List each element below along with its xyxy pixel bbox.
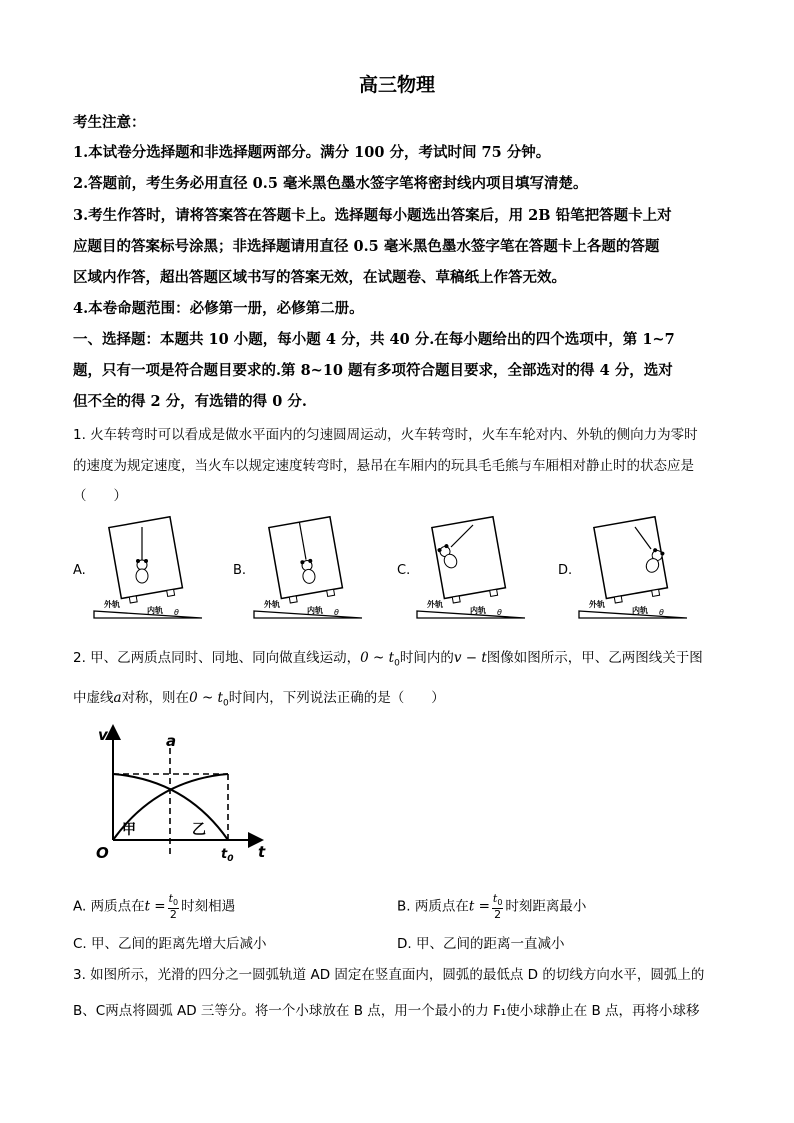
q1-line2: 的速度为规定速度，当火车以规定速度转弯时，悬吊在车厢内的玩具毛毛熊与车厢相对静止时的状态应是 bbox=[73, 458, 694, 474]
q2-option-c: C. 甲、乙间的距离先增大后减小 bbox=[73, 936, 267, 952]
notice-item-3-cont: 应题目的答案标号涂黑；非选择题请用直径 0.5 毫米黑色墨水签字笔在答题卡上各题的答题 bbox=[73, 238, 660, 255]
jia-label: 甲 bbox=[122, 822, 136, 838]
outer-rail-label: 外轨 bbox=[264, 600, 280, 609]
inner-rail-label: 内轨 bbox=[632, 606, 648, 615]
outer-rail-label: 外轨 bbox=[589, 600, 605, 609]
q3-line1: 3. 如图所示，光滑的四分之一圆弧轨道 AD 固定在竖直面内，圆弧的最低点 D 的切线方向水平，圆弧上的 bbox=[73, 967, 705, 983]
notice-item-2: 2.答题前，考生务必用直径 0.5 毫米黑色墨水签字笔将密封线内项目填写清楚。 bbox=[73, 175, 588, 192]
q2-line1: 2. 甲、乙两质点同时、同地、同向做直线运动，0 ~ $t_0$时间内的v − t图像如图所示，甲、乙两图线关于图 bbox=[73, 650, 703, 669]
inner-rail-label: 内轨 bbox=[307, 606, 323, 615]
q1-option-d-label: D. bbox=[558, 563, 573, 578]
notice-heading: 考生注意： bbox=[73, 114, 146, 131]
string bbox=[451, 525, 473, 547]
q2-vt-graph bbox=[86, 722, 276, 867]
teddy-bear-icon bbox=[300, 559, 316, 585]
line-a-label: a bbox=[166, 732, 177, 750]
outer-rail-label: 外轨 bbox=[427, 600, 443, 609]
q1-figure-a bbox=[92, 515, 207, 620]
notice-item-1: 1.本试卷分选择题和非选择题两部分。满分 100 分，考试时间 75 分钟。 bbox=[73, 144, 551, 161]
q1-line3: （ ） bbox=[73, 488, 127, 504]
angle-label: θ bbox=[497, 608, 502, 617]
q2-option-a: A. 两质点在t = $\frac{t_0}{2}$ 时刻相遇 bbox=[73, 892, 236, 922]
inner-rail-label: 内轨 bbox=[147, 606, 163, 615]
angle-label: θ bbox=[659, 608, 664, 617]
outer-rail-label: 外轨 bbox=[104, 600, 120, 609]
fraction-t0-over-2: $\frac{t_0}{2}$ bbox=[168, 892, 179, 922]
q2-option-d: D. 甲、乙间的距离一直减小 bbox=[397, 936, 565, 952]
yi-label: 乙 bbox=[192, 822, 206, 838]
q1-figure-c bbox=[415, 515, 530, 620]
q2-option-b: B. 两质点在t = $\frac{t_0}{2}$ 时刻距离最小 bbox=[397, 892, 587, 922]
q1-option-c-label: C. bbox=[397, 563, 411, 578]
q1-figure-b bbox=[252, 515, 367, 620]
v-axis-label: v bbox=[98, 726, 108, 744]
carriage bbox=[269, 517, 344, 605]
notice-item-4: 4.本卷命题范围：必修第一册，必修第二册。 bbox=[73, 300, 364, 317]
teddy-bear-icon bbox=[644, 547, 665, 574]
angle-label: θ bbox=[334, 608, 339, 617]
notice-item-3: 3.考生作答时，请将答案答在答题卡上。选择题每小题选出答案后，用 2B 铅笔把答题卡上对 bbox=[73, 207, 672, 224]
section1-line1: 一、选择题：本题共 10 小题，每小题 4 分，共 40 分.在每小题给出的四个选项中，第 1~7 bbox=[73, 331, 675, 348]
t0-label: $t_0$ bbox=[221, 847, 234, 864]
notice-item-3-cont2: 区域内作答，超出答题区域书写的答案无效，在试题卷、草稿纸上作答无效。 bbox=[73, 269, 566, 286]
t-axis-label: t bbox=[258, 843, 266, 861]
inner-rail-label: 内轨 bbox=[470, 606, 486, 615]
angle-label: θ bbox=[174, 608, 179, 617]
teddy-bear-icon bbox=[437, 543, 459, 570]
q1-option-b-label: B. bbox=[233, 563, 247, 578]
q1-figure-d bbox=[577, 515, 692, 620]
page-title: 高三物理 bbox=[358, 74, 435, 96]
origin-label: O bbox=[96, 844, 109, 862]
q2-line2: 中虚线a对称，则在0 ~ $t_0$时间内，下列说法正确的是（ ） bbox=[73, 690, 445, 709]
string bbox=[635, 527, 651, 549]
fraction-t0-over-2: $\frac{t_0}{2}$ bbox=[492, 892, 503, 922]
carriage bbox=[432, 517, 507, 605]
q1-option-a-label: A. bbox=[73, 563, 86, 578]
section1-line3: 但不全的得 2 分，有选错的得 0 分. bbox=[73, 393, 307, 410]
section1-line2: 题，只有一项是符合题目要求的.第 8~10 题有多项符合题目要求，全部选对的得 4 分，选对 bbox=[73, 362, 673, 379]
q3-line2: B、C两点将圆弧 AD 三等分。将一个小球放在 B 点，用一个最小的力 F₁使小球静止在 B 点，再将小球移 bbox=[73, 1003, 700, 1019]
teddy-bear-icon bbox=[136, 559, 148, 583]
q1-line1: 1. 火车转弯时可以看成是做水平面内的匀速圆周运动，火车转弯时，火车车轮对内、外轨的侧向力为零时 bbox=[73, 427, 698, 443]
